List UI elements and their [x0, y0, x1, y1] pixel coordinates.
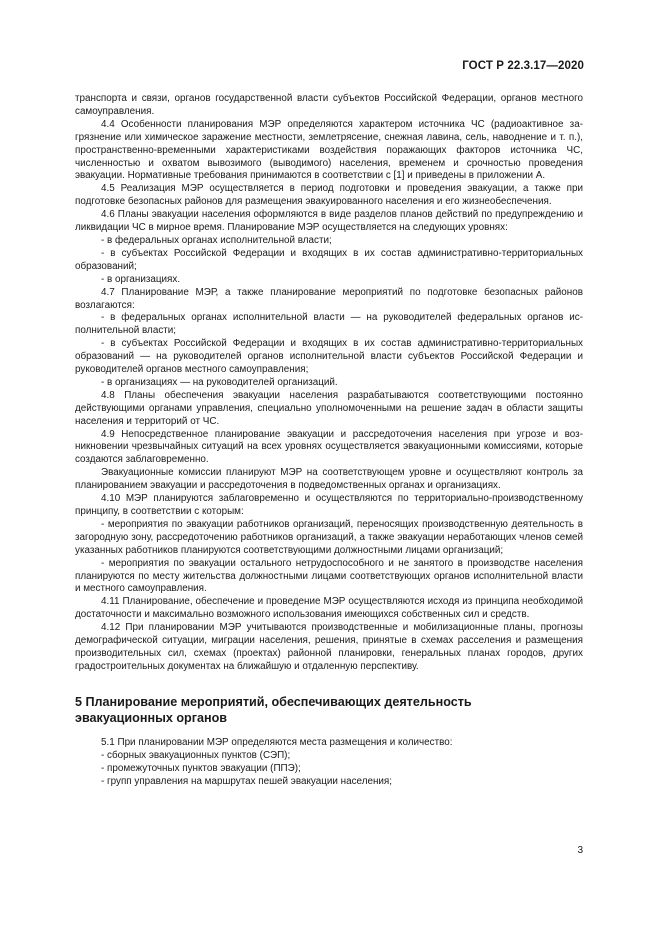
list-item: - в федеральных органах исполнительной власти — на руководителей федеральных органов исполнительной власти;: [75, 312, 583, 337]
page-number: 3: [577, 845, 583, 856]
paragraph: Эвакуационные комиссии планируют МЭР на соответствующем уровне и осуществляют контроль за планированием эвакуации и рассредоточения в подведомственных органах и организациях.: [75, 467, 583, 492]
paragraph: 4.6 Планы эвакуации населения оформляются в виде разделов планов действий по предупреждению и ликвидации ЧС в мирное время. Планирование МЭР осуществляется на следующих уровнях:: [75, 209, 583, 234]
paragraph: 4.11 Планирование, обеспечение и проведение МЭР осуществляются исходя из принципа необходимой достаточности и максимально возможного использования имеющихся собственных сил и средств.: [75, 596, 583, 621]
body-section-5: [75, 737, 583, 789]
section-5-heading: [75, 694, 583, 726]
list-item: - в субъектах Российской Федерации и входящих в их состав административно-территориальных образований — на руководителей органов исполнительной власти субъектов Российской Федерации и руководителей органов местного самоуправления;: [75, 338, 583, 376]
body-section-4: [75, 93, 583, 674]
list-item: - в организациях.: [101, 273, 181, 285]
list-item: - в организациях — на руководителей организаций.: [101, 376, 338, 388]
paragraph: 4.12 При планировании МЭР учитываются производственные и мобилизационные планы, прогнозы демографической ситуации, миграции населения, решения, принятые в схемах расселения и размещения производительных сил, схемах (проектах) районной планировки, генеральных планах городов, других градостроительных документах на ближайшую и отдаленную перспективу.: [75, 622, 583, 672]
section-5-title: 5 Планирование мероприятий, обеспечивающих деятельность эвакуационных органов: [75, 694, 472, 725]
paragraph: 4.4 Особенности планирования МЭР определяются характером источника ЧС (радиоактивное загрязнение или химическое заражение местности, землетрясение, снежная лавина, сель, наводнение и т. п.), пространственно-временными характеристиками воздействия поражающих факторов источника ЧС, численностью и охватом вывозимого (выводимого) населения, временем и срочностью проведения эвакуации. Нормативные требования принимаются в соответствии с [1] и приведены в приложении А.: [75, 118, 583, 182]
list-item: - мероприятия по эвакуации остального нетрудоспособного и не занятого в производстве населения планируются по месту жительства должностными лицами соответствующих органов исполнительной власти и местного самоуправления.: [75, 557, 583, 595]
list-item: - мероприятия по эвакуации работников организаций, переносящих производственную деятельность в загородную зону, рассредоточению работников организаций, а также эвакуации неработающих членов семей указанных работников планируются соответствующими должностными лицами организаций;: [75, 518, 583, 556]
document-code: ГОСТ Р 22.3.17—2020: [462, 60, 584, 72]
list-item: - сборных эвакуационных пунктов (СЭП);: [101, 749, 291, 761]
paragraph: 5.1 При планировании МЭР определяются места размещения и количество:: [101, 736, 453, 748]
paragraph: 4.5 Реализация МЭР осуществляется в период подготовки и проведения эвакуации, а также при подготовке безопасных районов для размещения эвакуированного населения и его жизнеобеспечения.: [75, 183, 583, 208]
list-item: - промежуточных пунктов эвакуации (ППЭ);: [101, 762, 301, 774]
paragraph: 4.7 Планирование МЭР, а также планирование мероприятий по подготовке безопасных районов возлагаются:: [75, 286, 583, 311]
paragraph: 4.9 Непосредственное планирование эвакуации и рассредоточения населения при угрозе и возникновении чрезвычайных ситуаций на всех уровнях осуществляется эвакуационными комиссиями, которые создаются заблаговременно.: [75, 428, 583, 466]
list-item: - групп управления на маршрутах пешей эвакуации населения;: [101, 775, 393, 787]
list-item: - в субъектах Российской Федерации и входящих в их состав административно-территориальных образований;: [75, 247, 583, 272]
paragraph: 4.8 Планы обеспечения эвакуации населения разрабатываются соответствующими постоянно действующими органами управления, специально уполномоченными на решение задач в области защиты населения и территорий от ЧС.: [75, 389, 583, 427]
page-body: [75, 93, 583, 788]
list-item: - в федеральных органах исполнительной власти;: [101, 234, 332, 246]
paragraph: транспорта и связи, органов государственной власти субъектов Российской Федерации, органов местного самоуправления.: [75, 93, 583, 117]
paragraph: 4.10 МЭР планируются заблаговременно и осуществляются по территориально-производственному принципу, в соответствии с которым:: [75, 493, 583, 517]
